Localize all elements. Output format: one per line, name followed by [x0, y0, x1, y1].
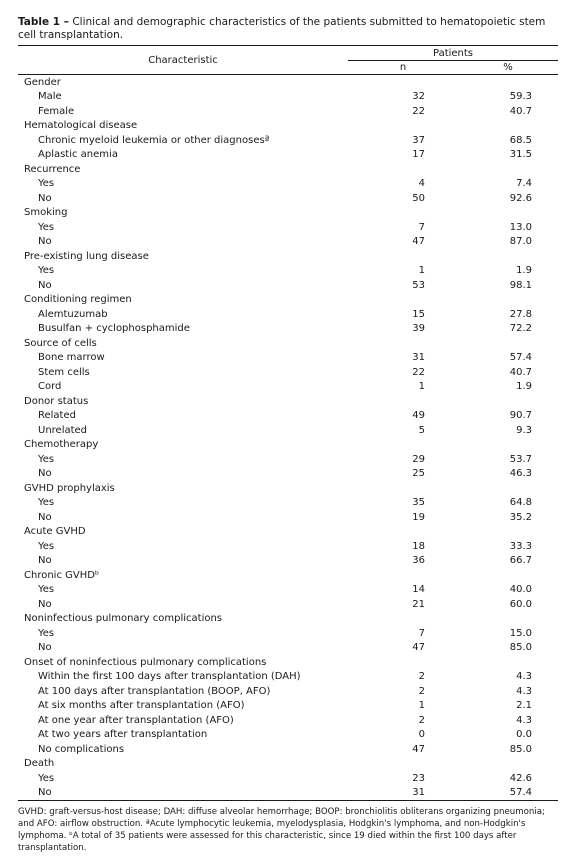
row-n	[348, 655, 458, 670]
table-row	[18, 597, 558, 612]
row-n	[348, 481, 458, 496]
row-n: 25	[412, 468, 425, 480]
table-row	[18, 351, 558, 366]
row-label: Chronic GVHDᵇ	[24, 569, 100, 581]
table-row	[18, 380, 558, 395]
table-row	[18, 307, 558, 322]
row-n	[348, 119, 458, 134]
table-body	[18, 75, 558, 801]
table-row	[18, 699, 558, 714]
row-pct: 57.4	[509, 352, 532, 364]
row-pct: 27.8	[509, 308, 532, 320]
header-pct: %	[458, 61, 558, 75]
row-label: Yes	[38, 178, 55, 190]
row-n: 22	[412, 105, 425, 117]
row-label: At one year after transplantation (AFO)	[38, 714, 234, 726]
row-n: 7	[418, 627, 425, 639]
row-label: Related	[38, 410, 76, 422]
row-n	[348, 757, 458, 772]
row-n: 32	[412, 91, 425, 103]
table-row	[18, 278, 558, 293]
row-n: 36	[412, 555, 425, 567]
row-label: No	[38, 236, 52, 248]
row-pct: 85.0	[509, 642, 532, 654]
table-row	[18, 771, 558, 786]
row-label: Male	[38, 91, 62, 103]
row-label: Source of cells	[24, 337, 97, 349]
table-row	[18, 148, 558, 163]
row-n	[348, 206, 458, 221]
row-n: 47	[412, 236, 425, 248]
row-n: 23	[412, 772, 425, 784]
row-n	[348, 568, 458, 583]
row-n	[348, 438, 458, 453]
row-pct: 42.6	[509, 772, 532, 784]
row-pct: 40.0	[509, 584, 532, 596]
row-pct	[458, 336, 558, 351]
row-pct	[458, 162, 558, 177]
row-n: 29	[412, 453, 425, 465]
row-pct: 4.3	[516, 714, 532, 726]
row-label: Yes	[38, 265, 55, 277]
table-row	[18, 220, 558, 235]
row-pct	[458, 75, 558, 90]
row-label: Conditioning regimen	[24, 294, 132, 306]
category-row	[18, 249, 558, 264]
table-row	[18, 365, 558, 380]
table-row	[18, 235, 558, 250]
row-pct: 57.4	[458, 786, 558, 801]
row-label: At two years after transplantation	[38, 729, 208, 741]
table-row	[18, 670, 558, 685]
row-n: 2	[418, 685, 425, 697]
row-label: Yes	[38, 221, 55, 233]
row-n: 19	[412, 511, 425, 523]
row-pct: 4.3	[516, 671, 532, 683]
category-row	[18, 612, 558, 627]
row-n	[348, 525, 458, 540]
row-n: 35	[412, 497, 425, 509]
row-n	[348, 249, 458, 264]
row-n	[348, 293, 458, 308]
table-row	[18, 742, 558, 757]
row-pct	[458, 612, 558, 627]
row-pct	[458, 249, 558, 264]
table-row	[18, 496, 558, 511]
row-pct: 1.9	[516, 381, 532, 393]
table-footnote: GVHD: graft-versus-host disease; DAH: diffuse alveolar hemorrhage; BOOP: bronchiolitis obliterans organizing pneumonia; and AFO: airflow obstruction. ªAcute lymphocytic leukemia, myelodysplasia, Hodgkin's lymphoma, and non-Hodgkin's lymphoma. ᵇA total of 35 patients were assessed for this characteristic, since 19 died within the first 100 days after transplantation.	[18, 806, 545, 853]
row-pct: 72.2	[509, 323, 532, 335]
row-label: No	[38, 511, 52, 523]
table-row	[18, 104, 558, 119]
row-label: Onset of noninfectious pulmonary complications	[24, 656, 267, 668]
category-row	[18, 293, 558, 308]
row-n: 4	[418, 178, 425, 190]
row-n: 21	[412, 598, 425, 610]
table-row	[18, 510, 558, 525]
table-row	[18, 626, 558, 641]
row-label: No	[38, 279, 52, 291]
row-n: 15	[412, 308, 425, 320]
row-pct: 35.2	[509, 511, 532, 523]
row-pct: 90.7	[509, 410, 532, 422]
category-row	[18, 655, 558, 670]
row-n: 1	[418, 381, 425, 393]
row-pct: 87.0	[509, 236, 532, 248]
row-pct	[458, 394, 558, 409]
category-row	[18, 394, 558, 409]
table-row	[18, 452, 558, 467]
header-n: n	[348, 61, 458, 75]
category-row	[18, 481, 558, 496]
row-pct	[458, 525, 558, 540]
table-row	[18, 177, 558, 192]
row-pct: 4.3	[516, 685, 532, 697]
row-label: No	[38, 555, 52, 567]
row-pct: 31.5	[509, 149, 532, 161]
row-pct: 15.0	[509, 627, 532, 639]
row-n: 0	[418, 729, 425, 741]
row-pct: 64.8	[509, 497, 532, 509]
row-n: 22	[412, 366, 425, 378]
row-label: Yes	[38, 453, 55, 465]
row-pct	[458, 438, 558, 453]
row-label: At 100 days after transplantation (BOOP, AFO)	[38, 685, 271, 697]
row-label: Yes	[38, 497, 55, 509]
row-pct: 2.1	[516, 700, 532, 712]
row-n: 18	[412, 540, 425, 552]
category-row	[18, 757, 558, 772]
row-pct	[458, 655, 558, 670]
row-label: Bone marrow	[38, 352, 105, 364]
row-label: Chemotherapy	[24, 439, 99, 451]
row-n: 2	[418, 714, 425, 726]
header-patients: Patients	[348, 46, 558, 61]
row-n: 53	[412, 279, 425, 291]
table-row	[18, 728, 558, 743]
row-n: 50	[412, 192, 425, 204]
row-label: Chronic myeloid leukemia or other diagnosesª	[38, 134, 270, 146]
row-label: Gender	[24, 76, 61, 88]
row-label: Alemtuzumab	[38, 308, 108, 320]
row-label: Within the first 100 days after transplantation (DAH)	[38, 671, 301, 683]
row-label: At six months after transplantation (AFO)	[38, 700, 245, 712]
row-pct: 59.3	[509, 91, 532, 103]
row-pct: 60.0	[509, 598, 532, 610]
table-row	[18, 90, 558, 105]
row-label: Hematological disease	[24, 120, 138, 132]
row-pct	[458, 206, 558, 221]
characteristics-table	[18, 45, 558, 801]
row-pct	[458, 481, 558, 496]
row-pct: 9.3	[516, 424, 532, 436]
row-n	[348, 612, 458, 627]
row-pct	[458, 568, 558, 583]
row-n: 49	[412, 410, 425, 422]
row-n: 37	[412, 134, 425, 146]
row-label: Yes	[38, 584, 55, 596]
row-label: Female	[38, 105, 75, 117]
row-label: Stem cells	[38, 366, 90, 378]
table-row	[18, 133, 558, 148]
row-label: Smoking	[24, 207, 68, 219]
row-pct: 7.4	[516, 178, 532, 190]
category-row	[18, 525, 558, 540]
row-label: GVHD prophylaxis	[24, 482, 115, 494]
category-row	[18, 119, 558, 134]
table-row	[18, 264, 558, 279]
row-label: No	[38, 642, 52, 654]
row-pct: 53.7	[509, 453, 532, 465]
table-row	[18, 322, 558, 337]
row-label: Yes	[38, 627, 55, 639]
row-label: Aplastic anemia	[38, 149, 118, 161]
row-n: 47	[412, 642, 425, 654]
table-row	[18, 191, 558, 206]
row-pct: 40.7	[509, 366, 532, 378]
category-row	[18, 336, 558, 351]
row-pct	[458, 119, 558, 134]
table-caption	[18, 16, 558, 42]
row-n: 5	[418, 424, 425, 436]
row-n: 2	[418, 671, 425, 683]
table-row	[18, 409, 558, 424]
row-n: 39	[412, 323, 425, 335]
row-pct	[458, 757, 558, 772]
row-pct: 1.9	[516, 265, 532, 277]
table-row	[18, 467, 558, 482]
row-label: No	[38, 468, 52, 480]
row-label: Cord	[38, 381, 62, 393]
row-pct: 92.6	[509, 192, 532, 204]
table-row	[18, 786, 558, 801]
table-row	[18, 583, 558, 598]
row-label: No	[18, 786, 348, 801]
row-pct: 85.0	[509, 743, 532, 755]
row-n: 31	[348, 786, 458, 801]
row-label: Pre-existing lung disease	[24, 250, 149, 262]
row-pct: 66.7	[509, 555, 532, 567]
row-label: Busulfan + cyclophosphamide	[38, 323, 190, 335]
row-label: Acute GVHD	[24, 526, 86, 538]
table-row	[18, 423, 558, 438]
row-n	[348, 394, 458, 409]
row-label: Unrelated	[38, 424, 88, 436]
row-label: Yes	[38, 540, 55, 552]
row-pct: 13.0	[509, 221, 532, 233]
row-pct: 68.5	[509, 134, 532, 146]
table-row	[18, 539, 558, 554]
category-row	[18, 75, 558, 90]
row-label: Yes	[38, 772, 55, 784]
table-row	[18, 641, 558, 656]
category-row	[18, 568, 558, 583]
table-row	[18, 713, 558, 728]
row-n: 31	[412, 352, 425, 364]
row-pct: 46.3	[509, 468, 532, 480]
row-n	[348, 336, 458, 351]
row-n: 1	[418, 700, 425, 712]
row-label: Donor status	[24, 395, 89, 407]
row-n	[348, 75, 458, 90]
row-label: Death	[24, 758, 55, 770]
row-pct: 98.1	[509, 279, 532, 291]
row-n: 47	[412, 743, 425, 755]
category-row	[18, 438, 558, 453]
row-n: 1	[418, 265, 425, 277]
table-row	[18, 554, 558, 569]
row-pct	[458, 293, 558, 308]
row-n	[348, 162, 458, 177]
table-caption-label: Table 1 –	[18, 16, 69, 28]
row-label: No complications	[38, 743, 125, 755]
category-row	[18, 162, 558, 177]
row-n: 7	[418, 221, 425, 233]
row-n: 14	[412, 584, 425, 596]
row-label: No	[38, 598, 52, 610]
row-label: Noninfectious pulmonary complications	[24, 613, 223, 625]
row-pct: 0.0	[516, 729, 532, 741]
category-row	[18, 206, 558, 221]
row-pct: 33.3	[509, 540, 532, 552]
row-label: Recurrence	[24, 163, 81, 175]
header-characteristic: Characteristic	[18, 46, 348, 75]
table-caption-text: Clinical and demographic characteristics of the patients submitted to hematopoietic stem cell transplantation.	[18, 16, 546, 41]
table-row	[18, 684, 558, 699]
row-pct: 40.7	[509, 105, 532, 117]
row-n: 17	[412, 149, 425, 161]
row-label: No	[38, 192, 52, 204]
